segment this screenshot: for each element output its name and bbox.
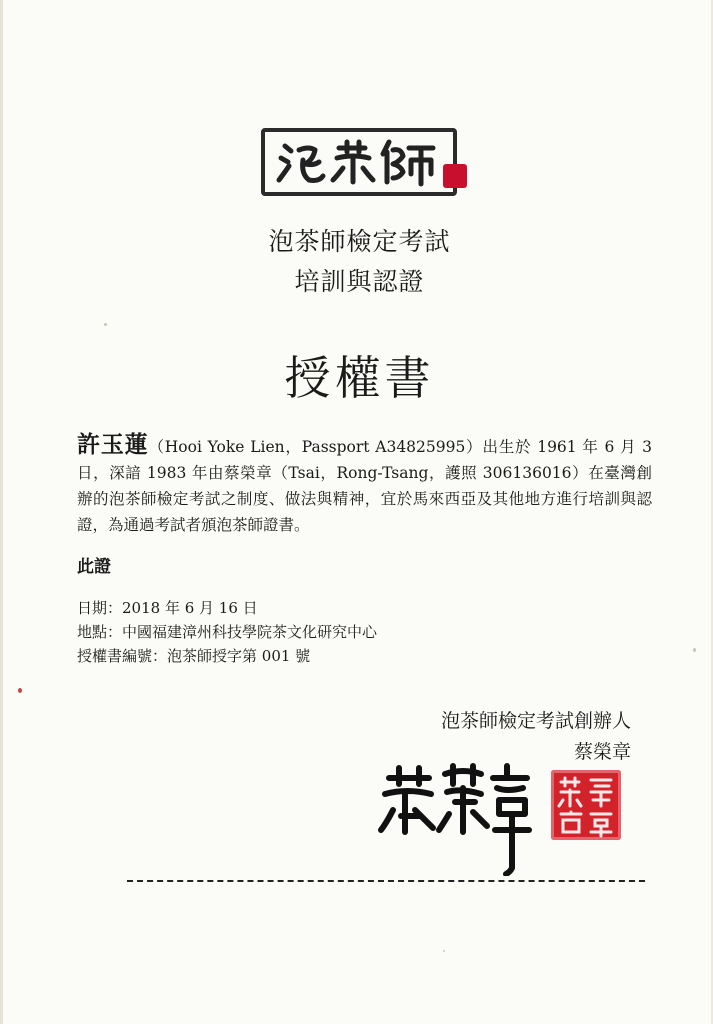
logo-seal-icon — [443, 164, 467, 188]
document-meta — [77, 596, 377, 668]
certify-label: 此證 — [77, 557, 111, 577]
paper-speck — [693, 648, 696, 652]
signatory-role: 泡茶師檢定考試創辦人 — [440, 710, 631, 732]
document-title: 授權書 — [284, 351, 435, 405]
document-number: 授權書編號：泡茶師授字第 001 號 — [77, 647, 311, 665]
divider-dashed — [127, 880, 645, 882]
exam-subtitle: 培訓與認證 — [294, 267, 425, 296]
logo-calligraphy-icon — [261, 128, 457, 196]
authorization-paragraph — [77, 432, 652, 538]
paper-speck — [18, 688, 22, 693]
exam-title: 泡茶師檢定考試 — [268, 227, 451, 256]
handwritten-signature-icon — [375, 758, 555, 876]
paper-speck — [104, 323, 107, 326]
issue-location: 地點：中國福建漳州科技學院茶文化研究中心 — [77, 623, 378, 641]
signatory-name: 蔡榮章 — [573, 741, 631, 763]
grantee-name: 許玉蓮 — [77, 431, 149, 458]
issue-date: 日期：2018 年 6 月 16 日 — [77, 599, 258, 617]
paper-speck — [443, 950, 445, 952]
authorization-text: （Hooi Yoke Lien，Passport A34825995）出生於 1961 年 6 月 3 日，深諳 1983 年由蔡榮章（Tsai，Rong-Tsang，護照 306136016）在臺灣創辦的泡茶師檢定考試之制度、做法與精神，宜於馬來西亞及其他地方進行培訓與認證，為通過考試者頒泡茶師證書。 — [77, 438, 653, 534]
red-seal-icon — [551, 770, 621, 840]
